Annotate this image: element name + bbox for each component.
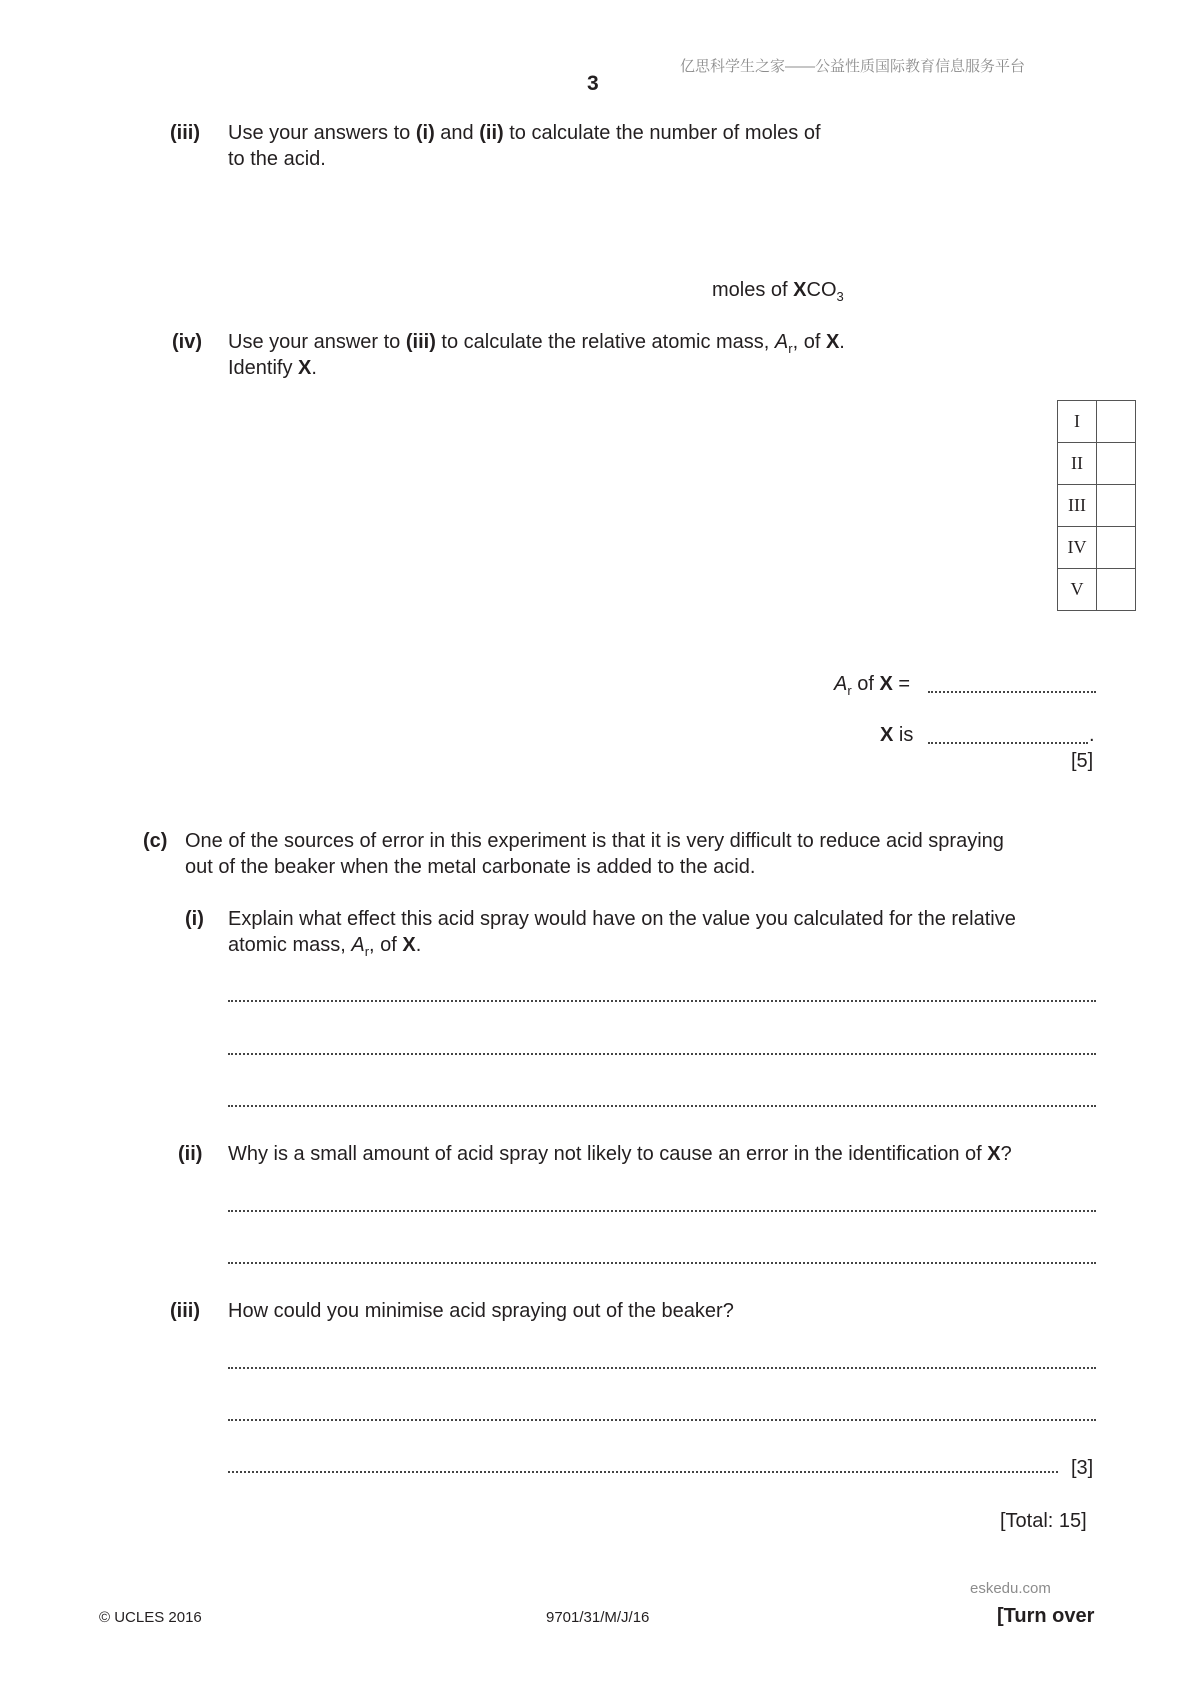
question-c-label: (c)	[143, 830, 168, 852]
paper-code: 9701/31/M/J/16	[546, 1609, 650, 1626]
question-c-ii-label: (ii)	[178, 1143, 203, 1165]
copyright: © UCLES 2016	[99, 1609, 202, 1626]
question-iii-text-line2: to the acid.	[228, 148, 326, 170]
page-number: 3	[587, 72, 599, 95]
marking-box	[1097, 569, 1136, 611]
marking-box-label: IV	[1058, 527, 1097, 569]
question-iv-text-line1: Use your answer to (iii) to calculate the relative atomic mass, $A_r$, of X.	[228, 331, 845, 356]
question-c-text-line1: One of the sources of error in this experiment is that it is very difficult to reduce acid spraying	[185, 830, 1004, 852]
total-marks: [Total: 15]	[1000, 1510, 1087, 1532]
marking-box-label: II	[1058, 443, 1097, 485]
marking-box-label: I	[1058, 401, 1097, 443]
answer-line[interactable]	[228, 1053, 1096, 1055]
question-iv-label: (iv)	[172, 331, 202, 353]
x-identity-label: X is	[880, 724, 914, 746]
answer-line[interactable]	[228, 1367, 1096, 1369]
marking-box-row	[1058, 569, 1136, 611]
question-c-ii-text: Why is a small amount of acid spray not likely to cause an error in the identification of X?	[228, 1143, 1012, 1165]
marking-box-label: III	[1058, 485, 1097, 527]
marking-box	[1097, 527, 1136, 569]
marks-3: [3]	[1071, 1457, 1094, 1479]
question-c-iii-text: How could you minimise acid spraying out of the beaker?	[228, 1300, 734, 1322]
marking-box-row	[1058, 527, 1136, 569]
x-identity-blank[interactable]	[928, 742, 1088, 744]
question-c-i-text-line2: atomic mass, $A_r$, of X.	[228, 934, 422, 959]
marking-box	[1097, 401, 1136, 443]
answer-line[interactable]	[228, 1262, 1096, 1264]
marking-box-row	[1058, 485, 1136, 527]
answer-line[interactable]	[228, 1471, 1058, 1473]
question-c-text-line2: out of the beaker when the metal carbonate is added to the acid.	[185, 856, 756, 878]
marking-box	[1097, 443, 1136, 485]
marking-box	[1097, 485, 1136, 527]
watermark-top: 亿思科学生之家——公益性质国际教育信息服务平台	[680, 58, 1026, 75]
question-c-i-text-line1: Explain what effect this acid spray would have on the value you calculated for the relative	[228, 908, 1016, 930]
moles-answer-label: moles of $XCO_3$	[712, 279, 844, 304]
marking-box-label: V	[1058, 569, 1097, 611]
examiner-marking-boxes	[1057, 400, 1136, 611]
turn-over: [Turn over	[997, 1605, 1095, 1627]
answer-line[interactable]	[228, 1105, 1096, 1107]
answer-line[interactable]	[228, 1000, 1096, 1002]
question-iii-label: (iii)	[170, 122, 200, 144]
marking-box-row	[1058, 443, 1136, 485]
answer-line[interactable]	[228, 1210, 1096, 1212]
marks-5: [5]	[1071, 750, 1094, 772]
x-identity-period: .	[1089, 724, 1095, 746]
answer-line[interactable]	[228, 1419, 1096, 1421]
watermark-bottom: eskedu.com	[970, 1580, 1051, 1597]
question-c-i-label: (i)	[185, 908, 204, 930]
question-iv-text-line2: Identify X.	[228, 357, 317, 379]
ar-answer-label: $A_r$ of X =	[834, 673, 911, 698]
question-iii-text-line1: Use your answers to (i) and (ii) to calculate the number of moles of	[228, 122, 821, 144]
question-c-iii-label: (iii)	[170, 1300, 200, 1322]
marking-box-row	[1058, 401, 1136, 443]
ar-answer-blank[interactable]	[928, 691, 1096, 693]
